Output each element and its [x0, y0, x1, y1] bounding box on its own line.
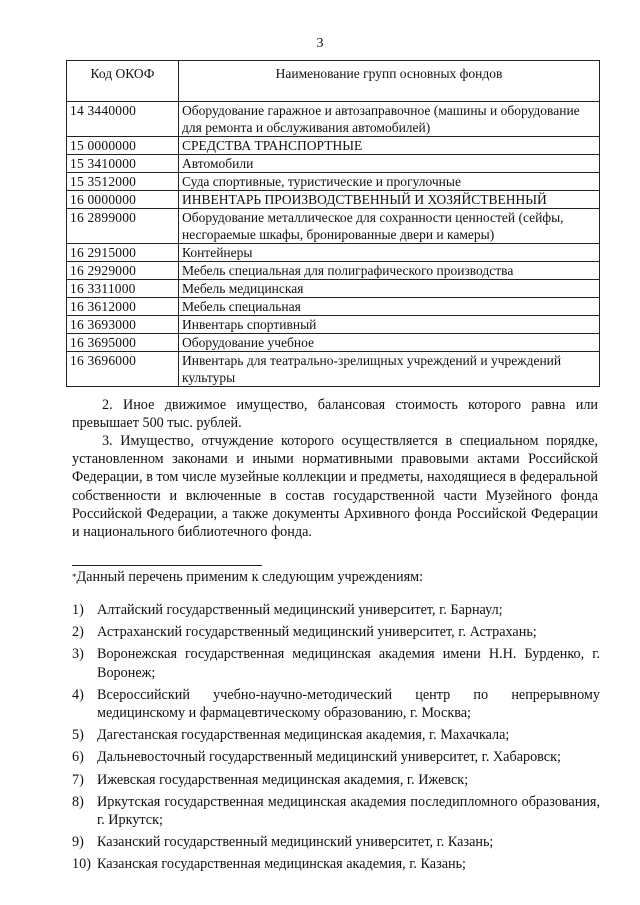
table-row: [67, 191, 600, 209]
table-row: [67, 102, 600, 137]
table-row: [67, 334, 600, 352]
table-row: [67, 137, 600, 155]
okof-code: 16 3311000: [67, 280, 179, 298]
institution-item: [72, 748, 600, 766]
okof-group-name: ИНВЕНТАРЬ ПРОИЗВОДСТВЕННЫЙ И ХОЗЯЙСТВЕННЫЙ: [179, 191, 600, 209]
table-row: [67, 155, 600, 173]
okof-group-name: Мебель медицинская: [179, 280, 600, 298]
okof-group-name: СРЕДСТВА ТРАНСПОРТНЫЕ: [179, 137, 600, 155]
institution-item: [72, 726, 600, 744]
institution-number: 4): [72, 686, 84, 703]
paragraph-2: 2. Иное движимое имущество, балансовая стоимость которого равна или превышает 500 тыс. рублей.: [72, 397, 598, 432]
okof-group-name: Автомобили: [179, 155, 600, 173]
okof-code: 16 3695000: [67, 334, 179, 352]
institution-item: [72, 771, 600, 789]
institution-number: 2): [72, 624, 84, 641]
institution-name: Всероссийский учебно-научно-методический центр по непрерывному медицинскому и фармацевтическому образованию, г. Москва;: [97, 686, 600, 722]
okof-code: 16 3693000: [67, 316, 179, 334]
okof-code: 16 3612000: [67, 298, 179, 316]
table-row: [67, 173, 600, 191]
okof-table: [66, 60, 600, 387]
institution-name: Казанская государственная медицинская академия, г. Казань;: [97, 856, 466, 873]
okof-group-name: Оборудование учебное: [179, 334, 600, 352]
table-row: [67, 280, 600, 298]
okof-code: 15 0000000: [67, 137, 179, 155]
okof-code: 14 3440000: [67, 102, 179, 137]
institution-number: 7): [72, 771, 84, 788]
okof-code: 15 3410000: [67, 155, 179, 173]
paragraph-3: 3. Имущество, отчуждение которого осуществляется в специальном порядке, установленном законами и иными нормативными правовыми актами Российской Федерации, в том числе музейные коллекции и предметы, находящиеся в федеральной собственности и включенные в состав государственной части Музейного фонда Российской Федерации, а также документы Архивного фонда Российской Федерации и национального библиотечного фонда.: [72, 433, 598, 541]
okof-group-name: Контейнеры: [179, 244, 600, 262]
table-header-row: [67, 61, 600, 102]
institution-number: 5): [72, 727, 84, 744]
institution-item: [72, 793, 600, 829]
table-row: [67, 298, 600, 316]
institution-name: Астраханский государственный медицинский университет, г. Астрахань;: [97, 624, 537, 641]
table-row: [67, 244, 600, 262]
institution-number: 8): [72, 793, 84, 810]
okof-code: 15 3512000: [67, 173, 179, 191]
okof-group-name: Оборудование металлическое для сохранности ценностей (сейфы, несгораемые шкафы, бронированные двери и камеры): [179, 209, 600, 244]
okof-group-name: Инвентарь спортивный: [179, 316, 600, 334]
header-code: Код ОКОФ: [67, 61, 179, 102]
institution-name: Дальневосточный государственный медицинский университет, г. Хабаровск;: [97, 749, 561, 766]
okof-group-name: Суда спортивные, туристические и прогулочные: [179, 173, 600, 191]
footnote-divider: [72, 565, 262, 566]
institution-item: [72, 623, 600, 641]
footnote-mark: *: [72, 572, 77, 582]
table-row: [67, 316, 600, 334]
institution-name: Воронежская государственная медицинская академия имени Н.Н. Бурденко, г. Воронеж;: [97, 646, 600, 681]
page-number: 3: [316, 36, 324, 51]
institution-name: Дагестанская государственная медицинская академия, г. Махачкала;: [97, 727, 510, 744]
okof-code: 16 2915000: [67, 244, 179, 262]
footnote: [72, 568, 598, 586]
okof-group-name: Оборудование гаражное и автозаправочное (машины и оборудование для ремонта и обслуживания автомобилей): [179, 102, 600, 137]
institution-number: 6): [72, 749, 84, 766]
table-row: [67, 352, 600, 387]
institution-name: Иркутская государственная медицинская академия последипломного образования, г. Иркутск;: [97, 793, 600, 829]
institution-number: 3): [72, 646, 84, 663]
okof-code: 16 3696000: [67, 352, 179, 387]
institution-item: [72, 686, 600, 722]
institution-item: [72, 601, 600, 619]
okof-group-name: Инвентарь для театрально-зрелищных учреждений и учреждений культуры: [179, 352, 600, 387]
okof-code: 16 2899000: [67, 209, 179, 244]
institution-number: 10): [72, 856, 91, 873]
institution-item: [72, 855, 600, 873]
footnote-text: Данный перечень применим к следующим учреждениям:: [76, 569, 424, 585]
okof-table-body: [67, 102, 600, 387]
institution-number: 9): [72, 834, 84, 851]
institution-item: [72, 645, 600, 681]
institution-item: [72, 833, 600, 851]
institutions-list: [72, 601, 600, 878]
okof-code: 16 0000000: [67, 191, 179, 209]
institution-name: Ижевская государственная медицинская академия, г. Ижевск;: [97, 771, 469, 788]
institution-name: Алтайский государственный медицинский университет, г. Барнаул;: [97, 602, 503, 618]
institution-number: 1): [72, 602, 84, 618]
header-name: Наименование групп основных фондов: [179, 61, 600, 102]
table-row: [67, 262, 600, 280]
table-row: [67, 209, 600, 244]
okof-code: 16 2929000: [67, 262, 179, 280]
okof-group-name: Мебель специальная: [179, 298, 600, 316]
institution-name: Казанский государственный медицинский университет, г. Казань;: [97, 834, 494, 851]
okof-group-name: Мебель специальная для полиграфического производства: [179, 262, 600, 280]
